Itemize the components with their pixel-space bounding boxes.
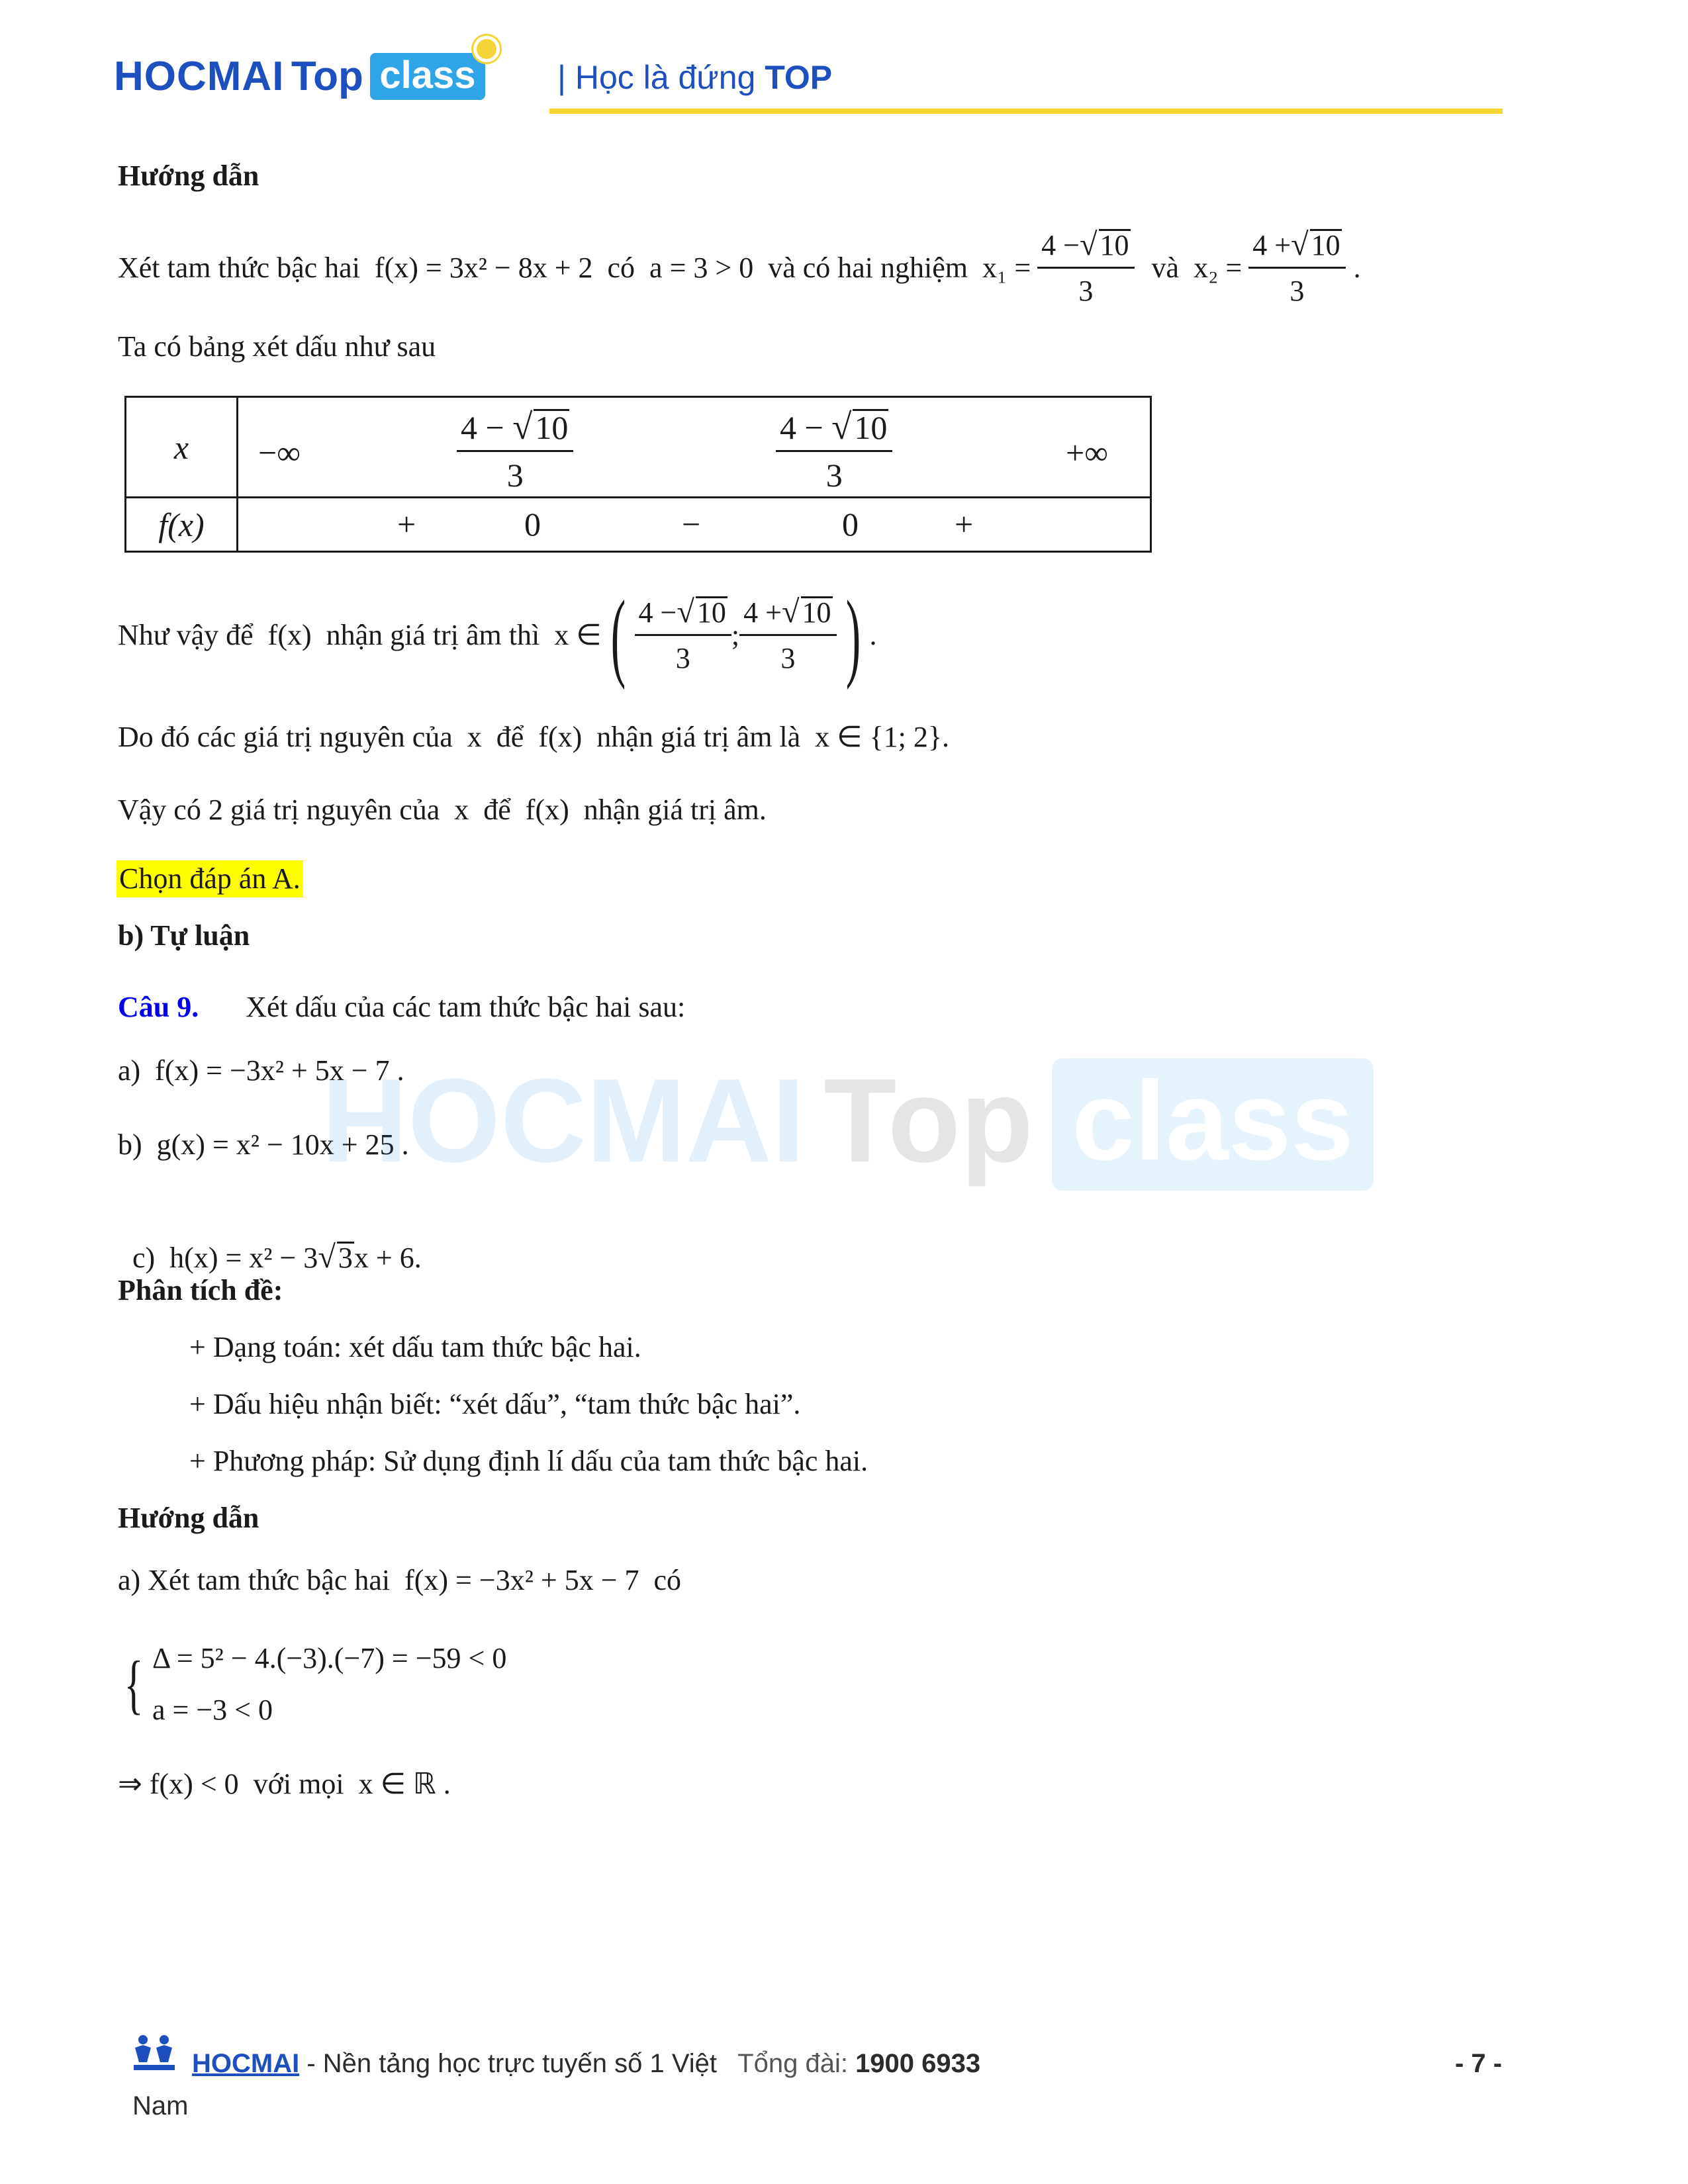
sign-table-sign-row	[238, 498, 1151, 552]
interval-semicolon: ;	[731, 619, 740, 651]
int-b-den: 3	[780, 642, 796, 674]
x2-den: 3	[1289, 275, 1305, 307]
x2-num-b: 10	[1311, 229, 1340, 261]
answer-highlight: Chọn đáp án A.	[117, 860, 303, 897]
intro-function: f(x) = 3x² − 8x + 2	[374, 251, 593, 284]
footer-nam: Nam	[132, 2091, 189, 2120]
watermark-hocmai: HOCMAI	[322, 1054, 805, 1187]
sign-plus-2: +	[955, 506, 974, 543]
interval-left-fraction: $\frac{4 -√10}{3}$	[635, 594, 731, 677]
slogan-top: TOP	[765, 59, 833, 96]
intro-mid: có a = 3 > 0 và có hai nghiệm	[607, 251, 968, 284]
conclusion-line: ⇒ f(x) < 0 với mọi x ∈ ℝ .	[118, 1768, 451, 1800]
sign-table-x-row	[238, 397, 1151, 498]
quadratic-intro-line	[118, 218, 1361, 318]
table-intro: Ta có bảng xét dấu như sau	[118, 330, 436, 363]
header-slogan	[557, 58, 832, 97]
x1-num-b: 10	[1100, 229, 1129, 261]
watermark-top: Top	[823, 1054, 1033, 1187]
int-a-den: 3	[675, 642, 690, 674]
system-of-conditions	[118, 1628, 506, 1741]
root2-num-a: 4 −	[780, 409, 823, 446]
guide-heading-1: Hướng dẫn	[118, 159, 259, 192]
sign-table-plus-inf: +∞	[1066, 434, 1108, 471]
neg-prefix: Như vậy để f(x) nhận giá trị âm thì x ∈	[118, 619, 602, 651]
x2-fraction: $\frac{4 +√10}{3}$	[1248, 226, 1345, 310]
int-b-num-a: 4 +	[743, 596, 782, 629]
root1-num-b: 10	[535, 409, 569, 446]
logo-class-badge	[370, 53, 485, 100]
root2-num-b: 10	[854, 409, 888, 446]
sign-table-x-label: x	[173, 428, 189, 466]
header-logo	[114, 53, 485, 113]
x1-den: 3	[1078, 275, 1094, 307]
sign-table-fx-header	[126, 498, 238, 552]
x1-num-a: 4 −	[1041, 229, 1080, 261]
sign-table-fx-label: f(x)	[158, 506, 205, 543]
x2-label: x₂ =	[1194, 251, 1243, 284]
sign-table-root1: $\frac{4 - √10}{3}$	[457, 406, 573, 494]
close-paren: )	[845, 580, 861, 690]
analysis-bullet-2: + Dấu hiệu nhận biết: “xét dấu”, “tam thức bậc hai”.	[189, 1388, 801, 1420]
root1-num-a: 4 −	[461, 409, 504, 446]
footer-brand-link[interactable]: HOCMAI	[192, 2049, 300, 2078]
x1-fraction: $\frac{4 -√10}{3}$	[1037, 226, 1134, 310]
system-line-delta: Δ = 5² − 4.(−3).(−7) = −59 < 0	[152, 1642, 507, 1674]
guide-heading-2: Hướng dẫn	[118, 1502, 259, 1534]
int-a-num-a: 4 −	[638, 596, 677, 629]
item-b: b) g(x) = x² − 10x + 25 .	[118, 1128, 409, 1161]
footer-tagline: - Nền tảng học trực tuyến số 1 Việt	[299, 2049, 718, 2078]
analysis-heading: Phân tích đề:	[118, 1274, 283, 1306]
logo-hocmai-text: HOCMAI	[114, 54, 285, 99]
int-a-num-b: 10	[696, 596, 726, 629]
logo-top-text: Top	[291, 54, 363, 99]
page-number: - 7 -	[1455, 2049, 1503, 2078]
x2-num-a: 4 +	[1252, 229, 1291, 261]
sign-zero-1: 0	[524, 506, 541, 543]
sign-table-root2: $\frac{4 - √10}{3}$	[776, 406, 892, 494]
root2-den: 3	[825, 457, 843, 494]
negative-interval-line	[118, 582, 876, 688]
header-underline	[549, 109, 1503, 114]
footer-hotline: 1900 6933	[855, 2049, 981, 2078]
sign-table	[124, 396, 1152, 553]
system-line-a: a = −3 < 0	[152, 1694, 273, 1726]
conj-va: và	[1151, 251, 1180, 284]
x1-label: x₁ =	[982, 251, 1031, 284]
guide-a-line: a) Xét tam thức bậc hai f(x) = −3x² + 5x − 7 có	[118, 1564, 682, 1596]
sign-minus: −	[682, 506, 701, 543]
count-line: Vậy có 2 giá trị nguyên của x để f(x) nhận giá trị âm.	[118, 794, 767, 826]
sign-zero-2: 0	[842, 506, 859, 543]
footer-line	[192, 2049, 980, 2079]
sign-plus-1: +	[397, 506, 416, 543]
analysis-bullet-3: + Phương pháp: Sử dụng định lí dấu của tam thức bậc hai.	[189, 1445, 868, 1477]
question-text: Xét dấu của các tam thức bậc hai sau:	[246, 991, 686, 1023]
open-paren: (	[610, 580, 626, 690]
footer-logo-icon	[131, 2033, 177, 2073]
hocmai-people-icon	[131, 2033, 177, 2073]
item-c-rad: 3	[338, 1242, 353, 1274]
analysis-bullet-1: + Dạng toán: xét dấu tam thức bậc hai.	[189, 1331, 641, 1363]
int-b-num-b: 10	[802, 596, 831, 629]
interval-right-fraction: $\frac{4 +√10}{3}$	[739, 594, 836, 677]
question-label: Câu 9.	[118, 991, 199, 1023]
intro-period: .	[1353, 251, 1361, 284]
sign-table-minus-inf: −∞	[258, 434, 301, 471]
system-lines	[152, 1633, 506, 1736]
slogan-prefix: | Học là đứng	[557, 59, 765, 96]
logo-class-text: class	[379, 54, 476, 97]
left-brace: {	[124, 1647, 144, 1721]
watermark-class: class	[1052, 1058, 1373, 1191]
root1-den: 3	[506, 457, 524, 494]
footer-hotline-label: Tổng đài:	[737, 2049, 856, 2078]
sign-table-x-header	[126, 397, 238, 498]
item-c-a: c) h(x) = x² − 3	[132, 1242, 318, 1274]
integer-values-line: Do đó các giá trị nguyên của x để f(x) nhận giá trị âm là x ∈ {1; 2}.	[118, 721, 949, 753]
watermark-logo	[322, 1052, 1374, 1189]
essay-heading: b) Tự luận	[118, 919, 250, 952]
neg-period: .	[869, 619, 877, 651]
item-c-b: x + 6.	[353, 1242, 422, 1274]
item-c: c) h(x) = x² − 3√3x + 6.	[132, 1240, 422, 1275]
intro-prefix: Xét tam thức bậc hai	[118, 251, 360, 284]
question-9	[118, 989, 685, 1026]
item-a: a) f(x) = −3x² + 5x − 7 .	[118, 1054, 404, 1087]
sun-icon	[473, 36, 500, 62]
